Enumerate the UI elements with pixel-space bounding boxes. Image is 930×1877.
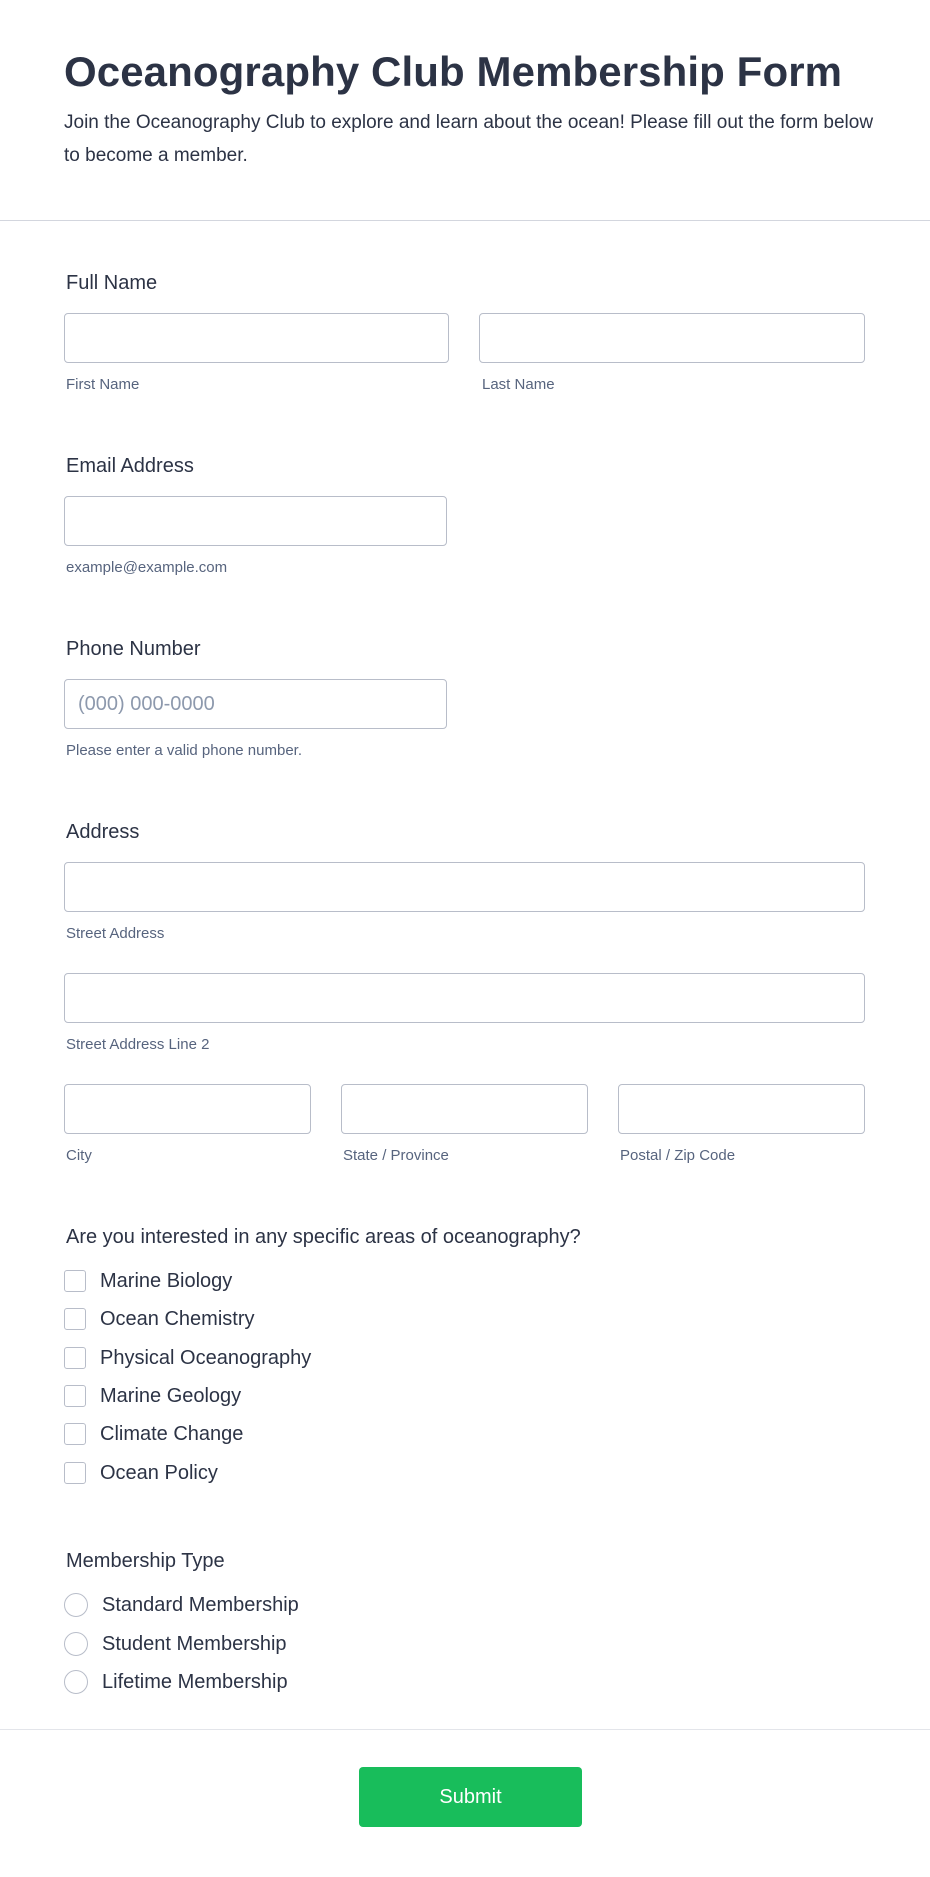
interest-option-ocean-chemistry[interactable] xyxy=(64,1306,255,1332)
checkbox[interactable] xyxy=(64,1385,86,1407)
interests-question: Are you interested in any specific areas of oceanography? xyxy=(66,1226,581,1248)
interest-option-marine-geology[interactable] xyxy=(64,1383,241,1409)
phone-input[interactable] xyxy=(64,679,447,729)
last-name-sublabel: Last Name xyxy=(482,376,555,393)
street-address-sublabel: Street Address xyxy=(66,925,165,942)
interest-option-label: Marine Geology xyxy=(100,1384,242,1407)
first-name-sublabel: First Name xyxy=(66,376,140,393)
state-sublabel: State / Province xyxy=(343,1147,449,1164)
city-sublabel: City xyxy=(66,1147,92,1164)
membership-option-label: Standard Membership xyxy=(102,1593,299,1616)
email-field[interactable] xyxy=(64,496,447,546)
checkbox[interactable] xyxy=(64,1423,86,1445)
interest-option-climate-change[interactable] xyxy=(64,1421,243,1447)
radio-button[interactable] xyxy=(64,1593,88,1617)
checkbox[interactable] xyxy=(64,1308,86,1330)
submit-button[interactable]: Submit xyxy=(359,1767,582,1827)
membership-option-lifetime[interactable] xyxy=(64,1669,288,1695)
membership-option-student[interactable] xyxy=(64,1631,287,1657)
checkbox[interactable] xyxy=(64,1347,86,1369)
phone-sublabel: Please enter a valid phone number. xyxy=(66,742,302,759)
street-address-line2-sublabel: Street Address Line 2 xyxy=(66,1036,210,1053)
checkbox[interactable] xyxy=(64,1462,86,1484)
membership-option-standard[interactable] xyxy=(64,1592,299,1618)
interest-option-label: Ocean Policy xyxy=(100,1461,218,1484)
interest-option-physical-oceanography[interactable] xyxy=(64,1345,311,1371)
postal-code-input[interactable] xyxy=(618,1084,865,1134)
checkbox[interactable] xyxy=(64,1270,86,1292)
first-name-input[interactable] xyxy=(64,313,449,363)
membership-option-label: Lifetime Membership xyxy=(102,1670,288,1693)
interest-option-label: Physical Oceanography xyxy=(100,1346,312,1369)
email-sublabel: example@example.com xyxy=(66,559,228,576)
page-title: Oceanography Club Membership Form xyxy=(64,48,843,95)
radio-button[interactable] xyxy=(64,1670,88,1694)
membership-option-label: Student Membership xyxy=(102,1632,287,1655)
street-address-line2-input[interactable] xyxy=(64,973,865,1023)
membership-type-label: Membership Type xyxy=(66,1550,225,1572)
state-input[interactable] xyxy=(341,1084,588,1134)
full-name-label: Full Name xyxy=(66,272,158,294)
phone-label: Phone Number xyxy=(66,638,201,660)
form-description: Join the Oceanography Club to explore and learn about the ocean! Please fill out the form below to become a member. xyxy=(64,112,874,166)
city-input[interactable] xyxy=(64,1084,311,1134)
interest-option-label: Climate Change xyxy=(100,1422,244,1445)
interest-option-ocean-policy[interactable] xyxy=(64,1460,218,1486)
street-address-input[interactable] xyxy=(64,862,865,912)
interest-option-label: Marine Biology xyxy=(100,1269,233,1292)
email-label: Email Address xyxy=(66,455,194,477)
interest-option-label: Ocean Chemistry xyxy=(100,1307,255,1330)
interest-option-marine-biology[interactable] xyxy=(64,1268,232,1294)
radio-button[interactable] xyxy=(64,1632,88,1656)
address-label: Address xyxy=(66,821,140,843)
form-header xyxy=(0,0,930,221)
postal-code-sublabel: Postal / Zip Code xyxy=(620,1147,736,1164)
last-name-input[interactable] xyxy=(479,313,865,363)
